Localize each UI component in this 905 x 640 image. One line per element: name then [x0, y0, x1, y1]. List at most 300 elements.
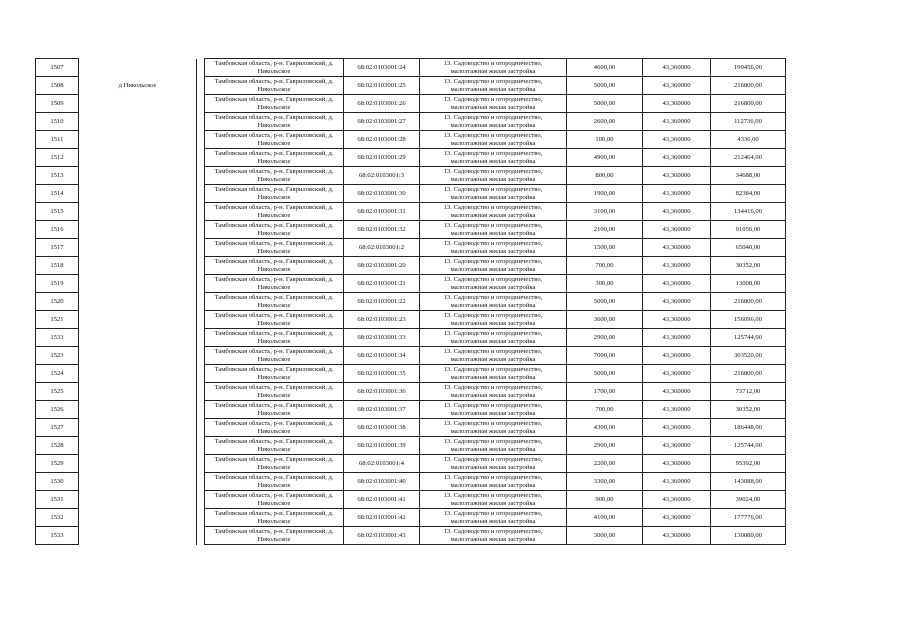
land-use-cell [420, 95, 567, 113]
rate: 43,360000 [662, 351, 691, 359]
spacer-cell [197, 239, 205, 257]
rate-value [643, 167, 711, 185]
area-value [567, 383, 643, 401]
no: 1507 [50, 63, 64, 71]
spacer-cell [197, 365, 205, 383]
rate-value [643, 131, 711, 149]
locality-cell [79, 131, 197, 149]
value: 73712,00 [735, 387, 761, 395]
rate: 43,360000 [662, 225, 691, 233]
land-use-cell [420, 311, 567, 329]
land-use-cell [420, 401, 567, 419]
cad: 68:02:0103001:21 [357, 279, 406, 287]
area-value [567, 311, 643, 329]
spacer-cell [197, 383, 205, 401]
land-use-cell [420, 365, 567, 383]
address-cell [205, 347, 344, 365]
cadastral-value [711, 527, 786, 545]
cad: 68:02:0103001:3 [358, 171, 405, 179]
address-line2: Никольское [257, 229, 291, 237]
locality-cell [79, 419, 197, 437]
no: 1510 [50, 117, 64, 125]
rate-value [643, 509, 711, 527]
address-line2: Никольское [257, 301, 291, 309]
table-row [36, 509, 786, 527]
cad: 68:02:0103001:42 [357, 513, 406, 521]
cad: 68:02:0103001:33 [357, 333, 406, 341]
area: 4600,00 [593, 63, 616, 71]
table-row [36, 401, 786, 419]
cad: 68:02:0103001:36 [357, 387, 406, 395]
address-line1: Тамбовская область, р-н. Гавриловский, д. [214, 455, 334, 463]
no: 1530 [50, 477, 64, 485]
address-line2: Никольское [257, 463, 291, 471]
value: 130080,00 [733, 531, 763, 539]
value: 199456,00 [733, 63, 763, 71]
usage-line1: 13. Садоводство и огородничество, [443, 149, 543, 157]
spacer-cell [197, 455, 205, 473]
spacer-cell [197, 437, 205, 455]
address-cell [205, 509, 344, 527]
address-line1: Тамбовская область, р-н. Гавриловский, д. [214, 131, 334, 139]
spacer-cell [197, 203, 205, 221]
area-value [567, 347, 643, 365]
area-value [567, 329, 643, 347]
area: 3600,00 [593, 315, 616, 323]
address-cell [205, 383, 344, 401]
address-line1: Тамбовская область, р-н. Гавриловский, д. [214, 329, 334, 337]
area: 700,00 [595, 261, 614, 269]
address-line2: Никольское [257, 283, 291, 291]
row-number [36, 401, 79, 419]
rate-value [643, 293, 711, 311]
value: 216800,00 [733, 81, 763, 89]
address-line2: Никольское [257, 535, 291, 543]
usage-line2: малоэтажная жилая застройка [450, 265, 536, 273]
table-row [36, 221, 786, 239]
table-row [36, 257, 786, 275]
rate: 43,360000 [662, 387, 691, 395]
area: 2900,00 [593, 333, 616, 341]
rate: 43,360000 [662, 477, 691, 485]
rate: 43,360000 [662, 171, 691, 179]
spacer-cell [197, 131, 205, 149]
usage-line1: 13. Садоводство и огородничество, [443, 185, 543, 193]
usage-line1: 13. Садоводство и огородничество, [443, 473, 543, 481]
row-number [36, 149, 79, 167]
table-row [36, 203, 786, 221]
usage-line1: 13. Садоводство и огородничество, [443, 527, 543, 535]
cadastral-number [344, 95, 420, 113]
address-line2: Никольское [257, 373, 291, 381]
value: 39024,00 [735, 495, 761, 503]
cad: 68:02:0103001:30 [357, 189, 406, 197]
area-value [567, 185, 643, 203]
value: 13008,00 [735, 279, 761, 287]
address-cell [205, 473, 344, 491]
no: 1514 [50, 189, 64, 197]
address-line1: Тамбовская область, р-н. Гавриловский, д. [214, 437, 334, 445]
spacer-cell [197, 473, 205, 491]
land-use-cell [420, 203, 567, 221]
row-number [36, 527, 79, 545]
no: 1515 [50, 207, 64, 215]
cad: 68:02:0103001:35 [357, 369, 406, 377]
cad: 68:02:0103001:32 [357, 225, 406, 233]
address-line1: Тамбовская область, р-н. Гавриловский, д. [214, 149, 334, 157]
rate-value [643, 221, 711, 239]
address-line1: Тамбовская область, р-н. Гавриловский, д. [214, 95, 334, 103]
land-use-cell [420, 275, 567, 293]
cadastral-number [344, 239, 420, 257]
no: 1518 [50, 261, 64, 269]
address-line2: Никольское [257, 355, 291, 363]
cadastral-value [711, 365, 786, 383]
cadastral-number [344, 455, 420, 473]
area: 1700,00 [593, 387, 616, 395]
address-cell [205, 257, 344, 275]
usage-line2: малоэтажная жилая застройка [450, 67, 536, 75]
rate-value [643, 455, 711, 473]
locality-cell [79, 491, 197, 509]
locality-cell [79, 347, 197, 365]
row-number [36, 257, 79, 275]
cadastral-value [711, 203, 786, 221]
table-row [36, 365, 786, 383]
cadastral-number [344, 491, 420, 509]
rate: 43,360000 [662, 405, 691, 413]
row-number [36, 365, 79, 383]
address-line2: Никольское [257, 121, 291, 129]
area: 2100,00 [593, 225, 616, 233]
area-value [567, 149, 643, 167]
value: 143088,00 [733, 477, 763, 485]
table-row [36, 383, 786, 401]
land-use-cell [420, 419, 567, 437]
value: 65040,00 [735, 243, 761, 251]
land-use-cell [420, 185, 567, 203]
table-row [36, 149, 786, 167]
cadastral-value [711, 221, 786, 239]
address-line1: Тамбовская область, р-н. Гавриловский, д. [214, 293, 334, 301]
address-line1: Тамбовская область, р-н. Гавриловский, д. [214, 275, 334, 283]
locality-cell [79, 77, 197, 95]
spacer-cell [197, 275, 205, 293]
address-line2: Никольское [257, 337, 291, 345]
value: 216800,00 [733, 297, 763, 305]
address-line2: Никольское [257, 103, 291, 111]
spacer-cell [197, 311, 205, 329]
locality-cell [79, 473, 197, 491]
address-cell [205, 131, 344, 149]
address-cell [205, 59, 344, 77]
locality-cell [79, 365, 197, 383]
area: 5000,00 [593, 81, 616, 89]
no: 1511 [50, 135, 64, 143]
address-cell [205, 437, 344, 455]
rate: 43,360000 [662, 333, 691, 341]
address-cell [205, 149, 344, 167]
value: 91056,00 [735, 225, 761, 233]
land-use-cell [420, 257, 567, 275]
row-number [36, 185, 79, 203]
no: 1533 [50, 333, 64, 341]
cad: 68:02:0103001:29 [357, 153, 406, 161]
usage-line1: 13. Садоводство и огородничество, [443, 77, 543, 85]
usage-line1: 13. Садоводство и огородничество, [443, 347, 543, 355]
address-line2: Никольское [257, 67, 291, 75]
area: 800,00 [595, 171, 614, 179]
rate: 43,360000 [662, 63, 691, 71]
land-use-cell [420, 455, 567, 473]
usage-line2: малоэтажная жилая застройка [450, 139, 536, 147]
spacer-cell [197, 113, 205, 131]
value: 216800,00 [733, 369, 763, 377]
land-use-cell [420, 509, 567, 527]
cad: 68:02:0103001:26 [357, 99, 406, 107]
cad: 68:02:0103001:27 [357, 117, 406, 125]
address-line1: Тамбовская область, р-н. Гавриловский, д. [214, 419, 334, 427]
usage-line1: 13. Садоводство и огородничество, [443, 293, 543, 301]
locality-cell [79, 275, 197, 293]
cadastral-number [344, 509, 420, 527]
spacer-cell [197, 509, 205, 527]
rate-value [643, 149, 711, 167]
address-cell [205, 185, 344, 203]
value: 134416,00 [733, 207, 763, 215]
rate-value [643, 383, 711, 401]
cadastral-number [344, 329, 420, 347]
land-use-cell [420, 329, 567, 347]
address-line1: Тамбовская область, р-н. Гавриловский, д. [214, 77, 334, 85]
address-cell [205, 293, 344, 311]
locality-cell [79, 311, 197, 329]
usage-line2: малоэтажная жилая застройка [450, 517, 536, 525]
address-cell [205, 527, 344, 545]
no: 1516 [50, 225, 64, 233]
area-value [567, 239, 643, 257]
value: 30352,00 [735, 261, 761, 269]
table-row [36, 437, 786, 455]
table-row [36, 275, 786, 293]
table-row [36, 455, 786, 473]
row-number [36, 293, 79, 311]
cadastral-number [344, 167, 420, 185]
cadastral-number [344, 149, 420, 167]
cadastral-number [344, 113, 420, 131]
usage-line1: 13. Садоводство и огородничество, [443, 509, 543, 517]
no: 1525 [50, 387, 64, 395]
area: 3100,00 [593, 207, 616, 215]
address-line1: Тамбовская область, р-н. Гавриловский, д. [214, 401, 334, 409]
table-body [36, 59, 786, 545]
address-line2: Никольское [257, 319, 291, 327]
address-cell [205, 491, 344, 509]
spacer-cell [197, 491, 205, 509]
address-line2: Никольское [257, 499, 291, 507]
value: 125744,00 [733, 333, 763, 341]
address-cell [205, 275, 344, 293]
area-value [567, 275, 643, 293]
address-line1: Тамбовская область, р-н. Гавриловский, д. [214, 257, 334, 265]
table-row [36, 113, 786, 131]
land-use-cell [420, 167, 567, 185]
land-use-cell [420, 131, 567, 149]
usage-line2: малоэтажная жилая застройка [450, 445, 536, 453]
usage-line1: 13. Садоводство и огородничество, [443, 383, 543, 391]
usage-line2: малоэтажная жилая застройка [450, 211, 536, 219]
address-cell [205, 239, 344, 257]
cadastral-value [711, 131, 786, 149]
rate: 43,360000 [662, 315, 691, 323]
row-number [36, 473, 79, 491]
address-line1: Тамбовская область, р-н. Гавриловский, д. [214, 59, 334, 67]
area: 100,00 [595, 135, 614, 143]
row-number [36, 455, 79, 473]
no: 1521 [50, 315, 64, 323]
address-cell [205, 221, 344, 239]
address-line2: Никольское [257, 409, 291, 417]
usage-line2: малоэтажная жилая застройка [450, 427, 536, 435]
cad: 68:02:0103001:31 [357, 207, 406, 215]
address-cell [205, 77, 344, 95]
value: 30352,00 [735, 405, 761, 413]
cadastral-value [711, 455, 786, 473]
table-row [36, 491, 786, 509]
value: 4336,00 [737, 135, 759, 143]
cadastral-number [344, 257, 420, 275]
table-row [36, 95, 786, 113]
land-use-cell [420, 473, 567, 491]
no: 1529 [50, 459, 64, 467]
rate: 43,360000 [662, 135, 691, 143]
area: 700,00 [595, 405, 614, 413]
area: 4100,00 [593, 513, 616, 521]
spacer-cell [197, 77, 205, 95]
usage-line1: 13. Садоводство и огородничество, [443, 203, 543, 211]
area-value [567, 365, 643, 383]
address-line1: Тамбовская область, р-н. Гавриловский, д. [214, 185, 334, 193]
usage-line1: 13. Садоводство и огородничество, [443, 131, 543, 139]
usage-line1: 13. Садоводство и огородничество, [443, 95, 543, 103]
cad: 68:02:0103001:40 [357, 477, 406, 485]
area-value [567, 167, 643, 185]
usage-line2: малоэтажная жилая застройка [450, 409, 536, 417]
cadastral-number [344, 365, 420, 383]
cadastral-value [711, 509, 786, 527]
usage-line2: малоэтажная жилая застройка [450, 481, 536, 489]
address-line2: Никольское [257, 139, 291, 147]
rate: 43,360000 [662, 189, 691, 197]
address-line1: Тамбовская область, р-н. Гавриловский, д. [214, 509, 334, 517]
rate: 43,360000 [662, 459, 691, 467]
row-number [36, 203, 79, 221]
rate: 43,360000 [662, 261, 691, 269]
value: 82384,00 [735, 189, 761, 197]
address-line1: Тамбовская область, р-н. Гавриловский, д. [214, 383, 334, 391]
table-row [36, 347, 786, 365]
table-row [36, 329, 786, 347]
no: 1527 [50, 423, 64, 431]
rate: 43,360000 [662, 153, 691, 161]
area-value [567, 131, 643, 149]
cad: 68:02:0103001:23 [357, 315, 406, 323]
cadastral-number [344, 311, 420, 329]
rate-value [643, 203, 711, 221]
area: 5000,00 [593, 369, 616, 377]
rate: 43,360000 [662, 441, 691, 449]
value: 177776,00 [733, 513, 763, 521]
address-line1: Тамбовская область, р-н. Гавриловский, д. [214, 311, 334, 319]
usage-line2: малоэтажная жилая застройка [450, 193, 536, 201]
cadastral-value [711, 239, 786, 257]
area-value [567, 473, 643, 491]
cadastral-number [344, 185, 420, 203]
cadastral-number [344, 293, 420, 311]
rate-value [643, 347, 711, 365]
usage-line1: 13. Садоводство и огородничество, [443, 491, 543, 499]
usage-line1: 13. Садоводство и огородничество, [443, 113, 543, 121]
value: 216800,00 [733, 99, 763, 107]
area: 7000,00 [593, 351, 616, 359]
spacer-cell [197, 293, 205, 311]
rate: 43,360000 [662, 117, 691, 125]
locality-cell [79, 329, 197, 347]
row-number [36, 491, 79, 509]
value: 212464,00 [733, 153, 763, 161]
usage-line2: малоэтажная жилая застройка [450, 463, 536, 471]
land-use-cell [420, 221, 567, 239]
address-cell [205, 329, 344, 347]
table-row [36, 131, 786, 149]
address-line2: Никольское [257, 85, 291, 93]
address-cell [205, 167, 344, 185]
spacer-cell [197, 95, 205, 113]
area-value [567, 455, 643, 473]
table-row [36, 473, 786, 491]
no: 1512 [50, 153, 64, 161]
table-row [36, 77, 786, 95]
rate-value [643, 311, 711, 329]
cadastral-number [344, 203, 420, 221]
locality-cell [79, 149, 197, 167]
cadastral-number [344, 383, 420, 401]
spacer-cell [197, 149, 205, 167]
land-use-cell [420, 437, 567, 455]
area: 2900,00 [593, 441, 616, 449]
locality-cell [79, 113, 197, 131]
usage-line1: 13. Садоводство и огородничество, [443, 365, 543, 373]
cad: 68:02:0103001:39 [357, 441, 406, 449]
no: 1519 [50, 279, 64, 287]
area: 3300,00 [593, 477, 616, 485]
cadastral-number [344, 221, 420, 239]
row-number [36, 383, 79, 401]
row-number [36, 221, 79, 239]
row-number [36, 77, 79, 95]
table-row [36, 527, 786, 545]
rate: 43,360000 [662, 423, 691, 431]
usage-line2: малоэтажная жилая застройка [450, 85, 536, 93]
address-line2: Никольское [257, 445, 291, 453]
locality-cell [79, 437, 197, 455]
no: 1524 [50, 369, 64, 377]
rate-value [643, 239, 711, 257]
table-row [36, 419, 786, 437]
cadastral-value [711, 95, 786, 113]
address-line1: Тамбовская область, р-н. Гавриловский, д. [214, 203, 334, 211]
cadastral-value [711, 293, 786, 311]
